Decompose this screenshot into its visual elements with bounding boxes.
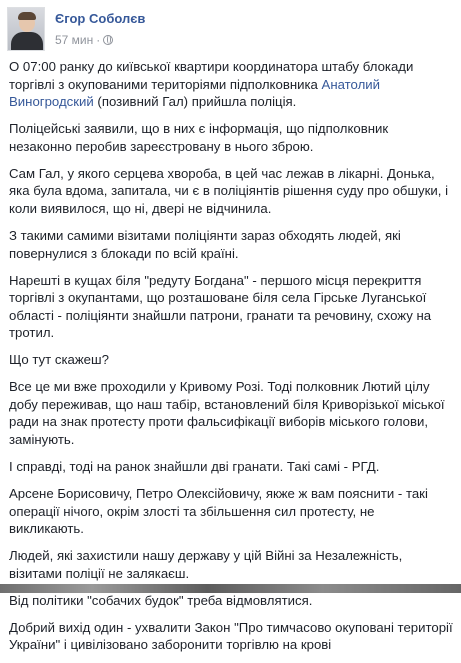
avatar-figure-body — [11, 32, 43, 51]
avatar-figure-hair — [18, 12, 36, 20]
post-paragraph: Все це ми вже проходили у Кривому Розі. Тоді полковник Лютий цілу добу переживав, що наш табір, встановлений біля Криворізької міської ради на знак протесту проти фальсифікації виборів міського голови, замінують. — [9, 379, 445, 448]
post-timestamp[interactable]: 57 мин — [55, 33, 94, 47]
post-paragraph: Від політики "собачих будок" треба відмовлятися. — [9, 592, 313, 608]
tagged-person-link[interactable]: Анатолий Виногродский — [9, 76, 381, 110]
post-paragraph: Добрий вихід один - ухвалити Закон "Про тимчасово окуповані території України" і цивілізовано заборонити торгівлю на крові — [9, 619, 453, 653]
paragraph-text: (позивний Гал) прийшла поліція. — [93, 94, 297, 110]
post-header — [7, 7, 447, 51]
post-paragraph: Арсене Борисовичу, Петро Олексійовичу, якже ж вам пояснити - такі операції нічого, окрім злості та збільшення сил протесту, не викликають. — [9, 486, 428, 537]
author-name-link[interactable]: Єгор Соболєв — [55, 11, 146, 26]
post-meta — [55, 33, 113, 47]
post-paragraph: Сам Гал, у якого серцева хвороба, в цей час лежав в лікарні. Донька, яка була вдома, запитала, чи є в поліціянтів рішення суду про обшуки, і коли виявилося, що ні, двері не відчинила. — [9, 165, 449, 216]
post-body — [9, 58, 453, 663]
post-paragraph: Що тут скажеш? — [9, 352, 109, 368]
post-paragraph: З такими самими візитами поліціянти зараз обходять людей, які повернулися з блокади по всій країні. — [9, 227, 401, 261]
post-paragraph: Поліцейські заявили, що в них є інформація, що підполковник незаконно перобив зареєстровану в нього зброю. — [9, 121, 389, 154]
globe-icon[interactable] — [103, 35, 113, 45]
post-paragraph — [9, 58, 453, 111]
post-paragraph: І справді, тоді на ранок знайшли дві гранати. Такі самі - РГД. — [9, 459, 380, 475]
post-paragraph: Нарешті в кущах біля "редуту Богдана" - першого місця перекриття торгівлі з окупантами, що розташоване біля села Гірське Луганської області - поліціянти знайшли патрони, гранати та речовину, схожу на тротил. — [9, 272, 432, 341]
meta-separator: · — [96, 33, 101, 47]
attached-photo-edge[interactable] — [0, 584, 461, 593]
post-paragraph: Людей, які захистили нашу державу у цій Війні за Незалежність, візитами поліції не залякаєш. — [9, 548, 403, 581]
author-avatar[interactable] — [7, 7, 45, 51]
paragraph-text: О 07:00 ранку до київської квартири координатора штабу блокади торгівлі з окупованими територіями підполковника — [9, 59, 414, 92]
